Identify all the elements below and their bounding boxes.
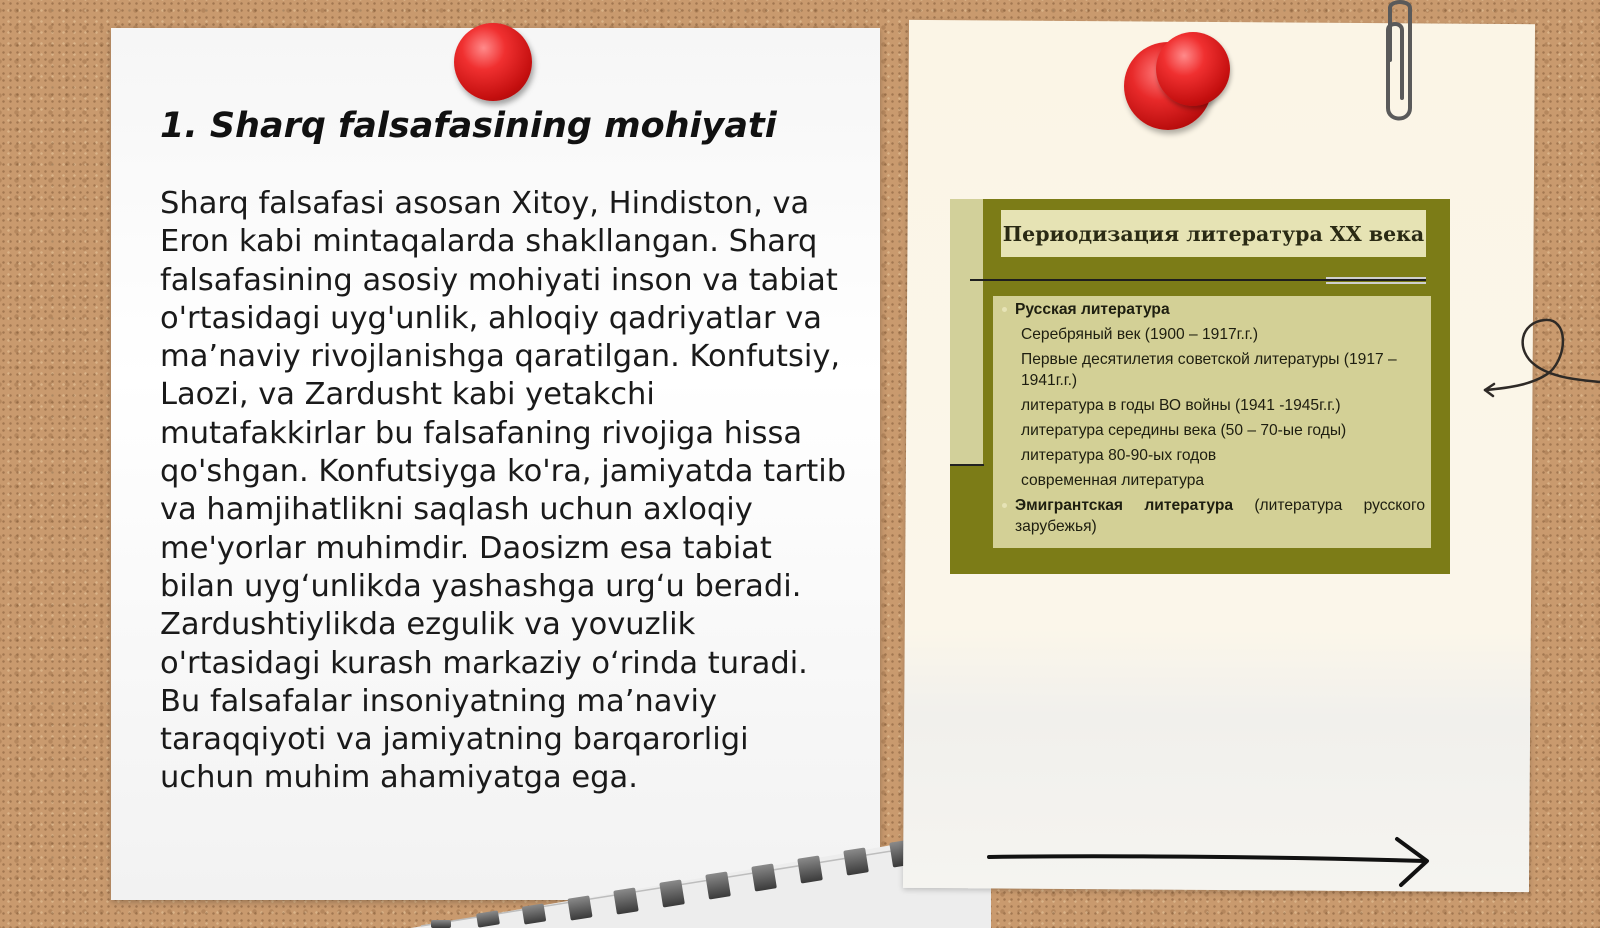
slide-title: 1. Sharq falsafasining mohiyati [160, 106, 777, 146]
list-item-war-years: литература в годы ВО войны (1941 -1945г.г.) [1021, 397, 1341, 414]
string-decoration-icon [1480, 310, 1600, 410]
slide-accent-strip [950, 199, 983, 465]
list-item-modern: современная литература [1021, 472, 1205, 489]
body-paragraph: Sharq falsafasi asosan Xitoy, Hindiston, va Eron kabi mintaqalarda shakllangan. Sharq falsafasining asosiy mohiyati inson va tabiat o'rtasidagi uyg'unlik, ahloqiy qadriyatlar va ma’naviy rivojlanishga qaratilgan. Konfutsiy, Laozi, va Zardusht kabi yetakchi mutafakkirlar bu falsafaning rivojiga hissa qo'shgan. Konfutsiyga ko'ra, jamiyatda tartib va hamjihatlikni saqlash uchun axloqiy me'yorlar muhimdir. Daosizm esa tabiat bilan uyg‘unlikda yashashga urg‘u beradi. Zardushtiylikda ezgulik va yovuzlik o'rtasidagi kurash markaziy o‘rinda turadi. Bu falsafalar insoniyatning ma’naviy taraqqiyoti va jamiyatning barqarorligi uchun muhim ahamiyatga ega. [160, 186, 847, 796]
list-item-80-90s: литература 80-90-ых годов [1021, 447, 1217, 464]
list-item-mid-century: литература середины века (50 – 70-ые годы) [1021, 422, 1347, 439]
list-item-silver-age: Серебряный век (1900 – 1917г.г.) [1021, 326, 1259, 343]
push-pin-icon [454, 23, 532, 101]
list-item-soviet-first: Первые десятилетия советской литературы (1917 – 1941г.г.) [1021, 351, 1397, 389]
title-divider-accent [1326, 277, 1426, 284]
paperclip-icon [1376, 0, 1422, 125]
emigrant-label: Эмигрантская литература [1015, 497, 1234, 514]
slide-accent-line [950, 464, 984, 466]
left-paper-note [111, 28, 880, 900]
list-item-russian: Русская литература [1015, 299, 1425, 320]
periodization-list [993, 296, 1431, 548]
emigrant-note: (литература русского зарубежья) [1015, 497, 1425, 535]
embedded-slide-title: Периодизация литература XX века [1002, 221, 1425, 246]
embedded-slide-image [950, 199, 1450, 574]
embedded-slide-title-box [1001, 210, 1426, 257]
list-item-emigrant [1015, 495, 1425, 537]
arrow-right-icon [985, 833, 1445, 893]
push-pin-icon [1156, 32, 1230, 106]
